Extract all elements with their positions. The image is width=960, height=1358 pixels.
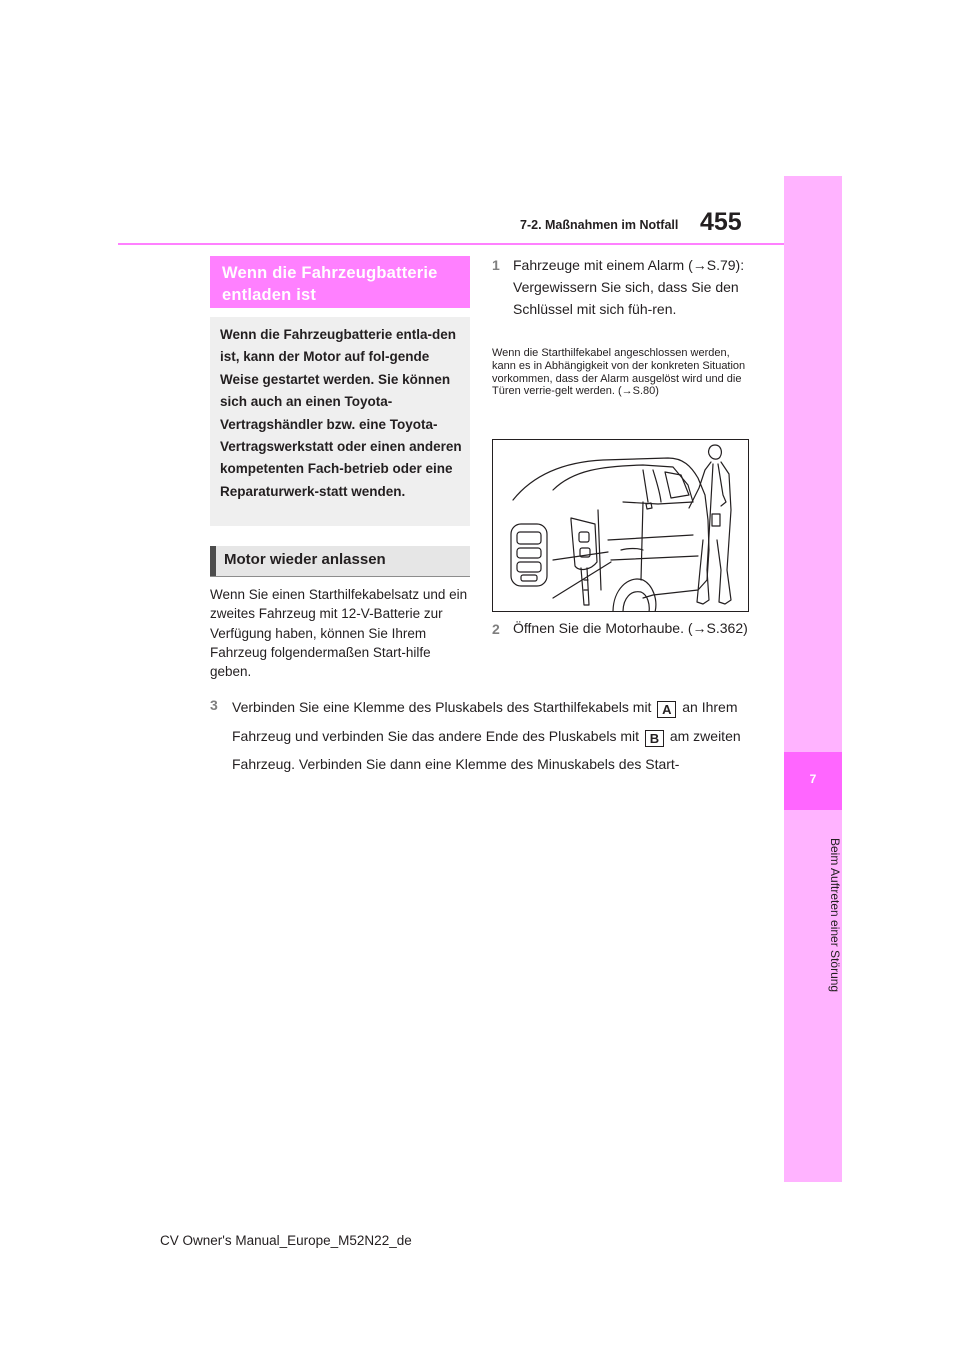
label-a-box: A xyxy=(657,701,676,718)
step-3-text-part2: an Ihrem Fahrzeug und verbinden Sie das andere Ende des Pluskabels mit xyxy=(232,699,738,744)
step-3-text-part3: am zweiten Fahrzeug. Verbinden Sie dann eine Klemme des Minuskabels des Start- xyxy=(232,727,741,772)
intro-text: Wenn die Fahrzeugbatterie entla-den ist, kann der Motor auf fol-gende Weise gestartet werden. Sie können sich auch an einen Toyota-Vertragshändler bzw. eine Toyota-Vertragswerkstatt oder einen anderen kompetenten Fach-betrieb oder eine Reparaturwerk-statt wenden. xyxy=(220,327,462,499)
chapter-number: 7 xyxy=(809,772,817,786)
footer-text: CV Owner's Manual_Europe_M52N22_de xyxy=(160,1233,412,1248)
step-1-note: Wenn die Starthilfekabel angeschlossen werden, kann es in Abhängigkeit von der konkreten Situation vorkommen, dass der Alarm ausgelöst wird und die Türen verrie-gelt werden. (→S.80) xyxy=(492,347,746,398)
sub-heading-bar xyxy=(210,546,216,576)
step-3-text xyxy=(232,693,772,779)
sub-heading-rule xyxy=(210,576,470,577)
section-label: 7-2. Maßnahmen im Notfall xyxy=(520,218,679,232)
step-2-number: 2 xyxy=(492,621,500,637)
step-3-text-part1: Verbinden Sie eine Klemme des Pluskabels des Starthilfekabels mit xyxy=(232,699,652,715)
step-3-number: 3 xyxy=(210,697,218,713)
car-and-key-drawing xyxy=(493,440,749,612)
label-b-box: B xyxy=(645,730,664,747)
chapter-title: Beim Auftreten einer Störung xyxy=(828,837,842,993)
chapter-side-tab xyxy=(784,176,842,1182)
car-key-illustration xyxy=(492,439,749,612)
step-2-text: Öffnen Sie die Motorhaube. (→S.362) xyxy=(513,620,748,636)
left-paragraph: Wenn Sie einen Starthilfekabelsatz und ein zweites Fahrzeug mit 12-V-Batterie zur Verfügung haben, können Sie Ihrem Fahrzeug folgendermaßen Start-hilfe geben. xyxy=(210,587,468,680)
header-rule xyxy=(118,243,784,245)
sub-heading: Motor wieder anlassen xyxy=(224,551,386,568)
step-1-text: Fahrzeuge mit einem Alarm (→S.79): Vergewissern Sie sich, dass Sie den Schlüssel mit sich füh-ren. xyxy=(513,257,745,318)
page-number: 455 xyxy=(700,208,742,236)
main-heading: Wenn die Fahrzeugbatterie entladen ist xyxy=(222,264,438,304)
step-1-number: 1 xyxy=(492,257,500,273)
